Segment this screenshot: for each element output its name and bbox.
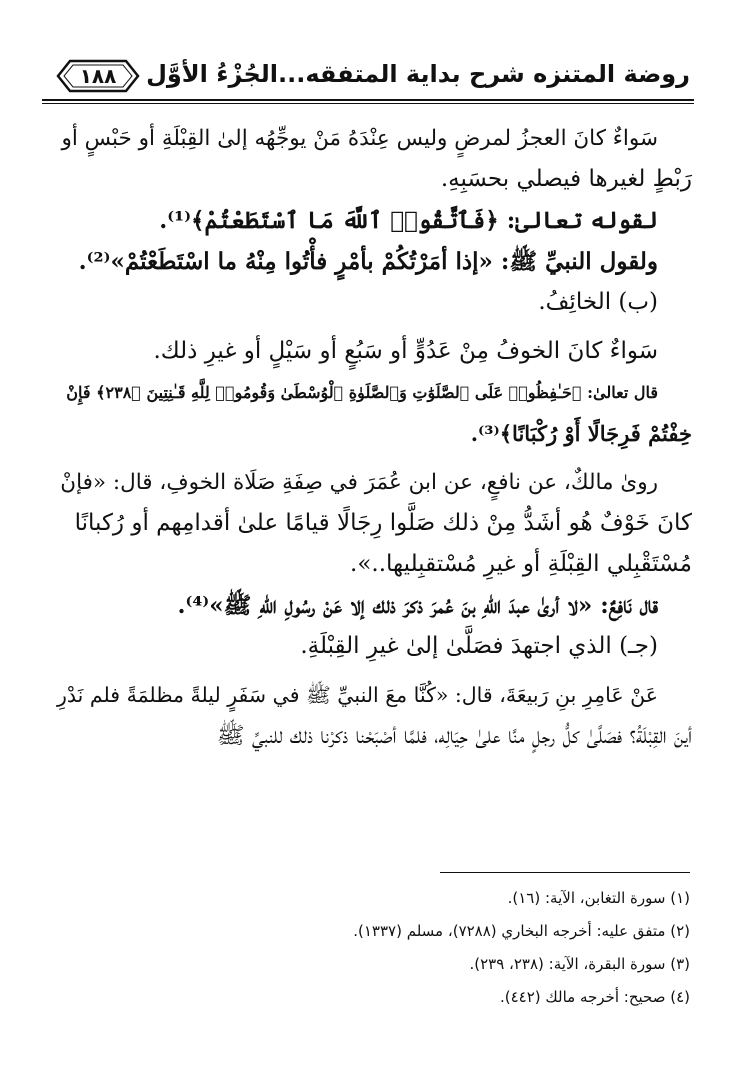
quran-citation-line: قال تعالىٰ: ﴿حَـٰفِظُوا۟ عَلَى ٱلصَّلَوَٰتِ وَٱلصَّلَوٰةِ ٱلْوُسْطَىٰ وَقُومُوا۟ لِلَّهِ قَـٰنِتِينَ ﴿٢٣٨﴾ فَإِنْ: [66, 383, 658, 402]
header-rule: [42, 99, 694, 104]
text-line: روىٰ مالكٌ، عن نافعٍ، عن ابن عُمَرَ في صِفَةِ صَلَاة الخوفِ، قال: «فإنْ: [60, 470, 658, 495]
footnote-rule: [440, 872, 690, 873]
section-heading-b: (ب) الخائِفُ.: [538, 289, 658, 315]
page-number-badge: [56, 58, 140, 94]
footnote-4: (٤) صحيح: أخرجه مالك (٤٤٢).: [499, 988, 690, 1006]
text-line: سَواءٌ كانَ الخوفُ مِنْ عَدُوٍّ أو سَبُعٍ أو سَيْلٍ أو غيرِ ذلك.: [153, 338, 658, 364]
quran-citation-line: لقوله تعالىٰ: ﴿فَٱتَّقُوا۟ ٱللَّهَ مَا ٱسْتَطَعْتُمْ﴾⁽¹⁾.: [159, 207, 658, 234]
footnote-1: (١) سورة التغابن، الآية: (١٦).: [507, 889, 690, 907]
text-line: كانَ خَوْفٌ هُو أشَدُّ مِنْ ذلك صَلَّوا رِجَالًا قيامًا علىٰ أقدامِهم أو رُكبانًا: [74, 510, 692, 536]
running-title: روضة المتنزه شرح بداية المتفقه...الجُزْءُ الأوَّل: [146, 60, 690, 88]
page-number: ١٨٨: [79, 64, 117, 88]
text-line: مُسْتَقْبِلي القِبْلَةِ أو غيرِ مُسْتقبِليها..».: [350, 551, 692, 577]
page-header: [42, 50, 694, 100]
footnotes: [52, 882, 690, 1014]
text-line: سَواءٌ كانَ العجزُ لمرضٍ وليس عِنْدَهُ مَنْ يوجِّهُه إلىٰ القِبْلَةِ أو حَبْسٍ أو: [61, 126, 658, 151]
section-heading-c: (جـ) الذي اجتهدَ فصَلَّىٰ إلىٰ غيرِ القِبْلَةِ.: [300, 633, 658, 659]
quran-citation-line: خِفْتُمْ فَرِجَالًا أَوْ رُكْبَانًا﴾⁽³⁾.: [470, 421, 692, 446]
text-line: قال نَافِعٌ: «لا أرىٰ عبدَ اللهِ بنَ عُمرَ ذكرَ ذلك إلا عَنْ رسُولِ اللهِ ﷺ»⁽⁴⁾.: [177, 592, 658, 619]
footnote-2: (٢) متفق عليه: أخرجه البخاري (٧٢٨٨)، مسلم (١٣٣٧).: [353, 922, 690, 940]
text-line: رَبْطٍ لغيرها فيصلي بحسَبِهِ.: [440, 166, 692, 192]
hadith-citation-line: ولقول النبيِّ ﷺ: «إذا أمَرْتُكُمْ بأمْرٍ فأْتُوا مِنْهُ ما اسْتَطَعْتُمْ»⁽²⁾.: [78, 248, 658, 275]
text-line: عَنْ عَامِرِ بنِ رَبيعَةَ، قال: «كُنَّا معَ النبيِّ ﷺ في سَفَرٍ ليلةً مظلمَةً فلم نَدْرِ: [56, 683, 658, 707]
footnote-3: (٣) سورة البقرة، الآية: (٢٣٨، ٢٣٩).: [469, 955, 690, 973]
main-text: [52, 118, 692, 757]
text-line: أينَ القِبْلَةُ؟ فصَلَّىٰ كلُّ رجلٍ منَّا علىٰ حِيَالِه، فلمَّا أصْبَحْنا ذكرْنا ذلك للنبيِّ ﷺ: [216, 723, 692, 749]
